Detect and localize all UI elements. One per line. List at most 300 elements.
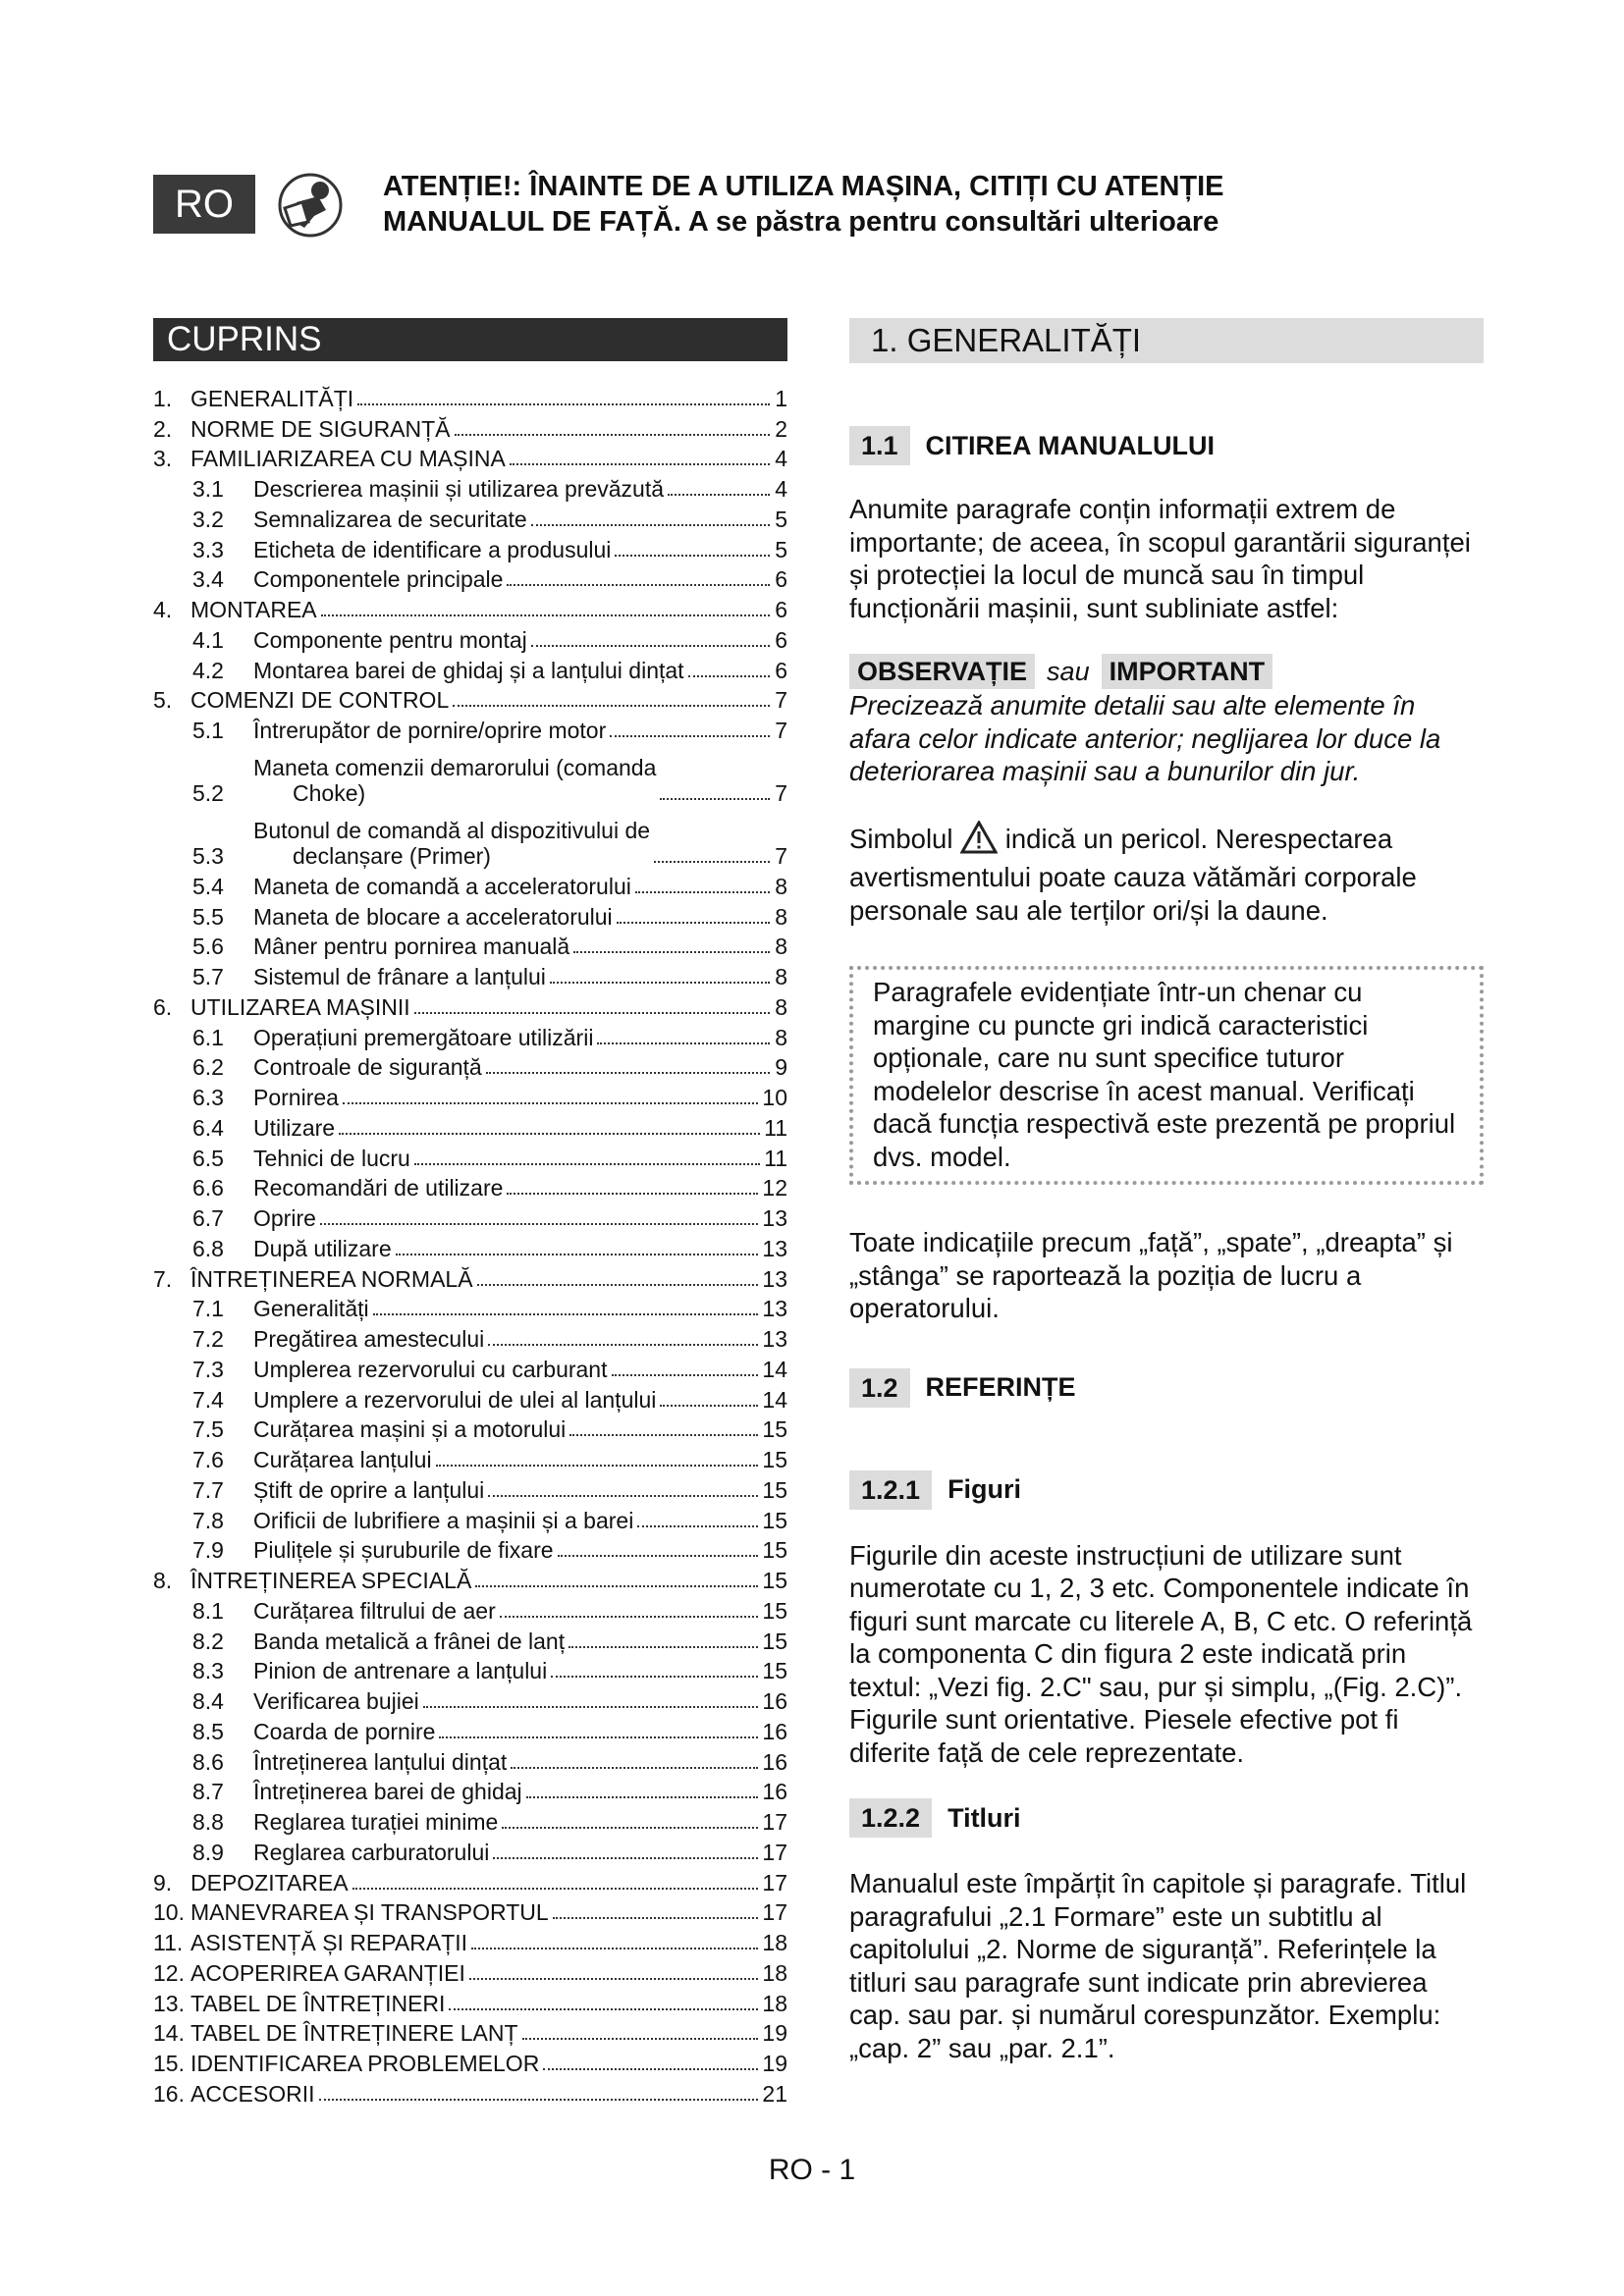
toc-item xyxy=(153,1321,787,1352)
toc-item-page: 6 xyxy=(775,626,787,653)
toc-item-text: TABEL DE ÎNTREȚINERE LANȚ xyxy=(190,2020,518,2047)
toc-item-text: Reglarea turației minime xyxy=(253,1809,499,1835)
toc-item xyxy=(153,1683,787,1714)
toc-item xyxy=(153,1261,787,1292)
toc-item xyxy=(153,1986,787,2016)
toc-item-page: 9 xyxy=(775,1054,787,1081)
toc-leader-dots xyxy=(660,1405,758,1407)
toc-leader-dots xyxy=(568,1646,758,1648)
toc-item-text: Butonul de comandă al dispozitivului de xyxy=(253,818,651,843)
toc-item-number: 7.2 xyxy=(192,1326,224,1352)
toc-item-text: NORME DE SIGURANȚĂ xyxy=(190,415,451,442)
toc-leader-dots xyxy=(660,798,770,800)
toc-leader-dots xyxy=(558,1555,759,1557)
toc-item xyxy=(153,1503,787,1533)
toc-item-text: Întreținerea barei de ghidaj xyxy=(253,1779,522,1805)
toc-item xyxy=(153,713,787,743)
toc-item-number: 16. xyxy=(153,2080,185,2107)
toc-item xyxy=(153,2016,787,2047)
toc-item-number: 5.4 xyxy=(192,873,224,899)
subsection-heading-1-2 xyxy=(849,1368,1484,1408)
toc-leader-dots xyxy=(414,1163,760,1165)
toc-item xyxy=(153,562,787,593)
toc-item-text: Întrerupător de pornire/oprire motor xyxy=(253,718,607,743)
toc-item-page: 15 xyxy=(762,1507,787,1533)
toc-title: CUPRINS xyxy=(153,318,787,361)
warning-triangle-icon xyxy=(960,821,998,862)
toc-item xyxy=(153,743,787,806)
toc-item-number: 9. xyxy=(153,1869,173,1896)
optional-features-box xyxy=(849,966,1484,1185)
toc-item xyxy=(153,1533,787,1564)
toc-item-number: 5.7 xyxy=(192,964,224,989)
toc-item xyxy=(153,1472,787,1503)
toc-item-page: 8 xyxy=(775,964,787,989)
toc-item-number: 3.3 xyxy=(192,536,224,562)
toc-leader-dots xyxy=(436,1465,759,1467)
toc-leader-dots xyxy=(423,1706,759,1708)
section-generalitati xyxy=(849,318,1484,2064)
toc-item-text: Întreținerea lanțului dințat xyxy=(253,1748,508,1775)
toc-item-text: Recomandări de utilizare xyxy=(253,1175,504,1201)
toc-item-page: 17 xyxy=(762,1869,787,1896)
toc-item-page: 18 xyxy=(762,1930,787,1955)
toc-item-page: 19 xyxy=(762,2051,787,2076)
toc-item-text: DEPOZITAREA xyxy=(190,1869,349,1896)
toc-item-text: Orificii de lubrifiere a mașinii și a barei xyxy=(253,1507,634,1533)
toc-item-text: Curățarea lanțului xyxy=(253,1447,432,1472)
toc-item-page: 18 xyxy=(762,1959,787,1986)
observation-label-row xyxy=(849,654,1484,689)
paragraph-citire: Anumite paragrafe conțin informații extrem de importante; de aceea, în scopul garantării siguranței și protecției la locul de muncă sau în timpul funcționării mașinii, sunt subliniate astfel: xyxy=(849,494,1471,623)
table-of-contents xyxy=(153,381,787,2107)
toc-item xyxy=(153,1171,787,1201)
toc-item-number: 12. xyxy=(153,1959,185,1986)
toc-item-text: Banda metalică a frânei de lanț xyxy=(253,1628,566,1654)
toc-item-page: 14 xyxy=(762,1356,787,1382)
toc-item xyxy=(153,1896,787,1926)
read-manual-icon xyxy=(275,173,346,238)
toc-item-number: 6.1 xyxy=(192,1024,224,1050)
heading-title: CITIREA MANUALULUI xyxy=(925,430,1216,460)
toc-leader-dots xyxy=(352,1888,759,1890)
toc-item-number: 7.9 xyxy=(192,1537,224,1564)
toc-item-page: 1 xyxy=(775,385,787,411)
toc-item xyxy=(153,411,787,442)
toc-item xyxy=(153,1654,787,1684)
toc-item-text: Operațiuni premergătoare utilizării xyxy=(253,1024,594,1050)
toc-leader-dots xyxy=(321,614,770,616)
toc-item-text: Știft de oprire a lanțului xyxy=(253,1476,485,1503)
toc-item-number: 7.5 xyxy=(192,1416,224,1443)
toc-item-text: Generalități xyxy=(253,1296,369,1322)
toc-item-page: 17 xyxy=(762,1809,787,1835)
toc-item-page: 8 xyxy=(775,873,787,899)
toc-item-text: Montarea barei de ghidaj și a lanțului dințat xyxy=(253,657,684,683)
heading-number: 1.2 xyxy=(849,1368,910,1408)
toc-item xyxy=(153,592,787,622)
toc-item xyxy=(153,1775,787,1805)
heading-title: Titluri xyxy=(947,1802,1021,1833)
toc-item-number: 3.2 xyxy=(192,506,224,532)
toc-item-number: 4.1 xyxy=(192,626,224,653)
paragraph-position: Toate indicațiile precum „față”, „spate”, „dreapta” și „stânga” se raportează la poziția de lucru a operatorului. xyxy=(849,1227,1453,1323)
toc-leader-dots xyxy=(510,463,770,465)
paragraph-symbol xyxy=(849,821,1484,928)
toc-item-page: 16 xyxy=(762,1688,787,1714)
toc-item-text: După utilizare xyxy=(253,1235,392,1261)
toc-item-page: 21 xyxy=(762,2080,787,2107)
important-tag: IMPORTANT xyxy=(1102,654,1272,689)
toc-item xyxy=(153,1201,787,1231)
toc-leader-dots xyxy=(339,1133,760,1135)
toc-item-page: 17 xyxy=(762,1899,787,1926)
observatie-tag: OBSERVAȚIE xyxy=(849,654,1035,689)
toc-leader-dots xyxy=(343,1102,758,1104)
toc-leader-dots xyxy=(500,1616,759,1618)
toc-item xyxy=(153,1231,787,1261)
heading-title: Figuri xyxy=(947,1474,1022,1504)
toc-item-number: 5. xyxy=(153,687,173,714)
toc-item-page: 7 xyxy=(775,843,787,869)
subsection-heading-1-2-2 xyxy=(849,1798,1484,1838)
toc-item-page: 15 xyxy=(762,1537,787,1564)
toc-item xyxy=(153,1865,787,1896)
toc-item-text: MANEVRAREA ȘI TRANSPORTUL xyxy=(190,1899,549,1926)
toc-leader-dots xyxy=(488,1344,758,1346)
toc-item-text: Curățarea filtrului de aer xyxy=(253,1597,496,1624)
toc-item-text-continued: Choke) xyxy=(293,780,366,806)
toc-item xyxy=(153,1382,787,1413)
toc-item-text: Umplerea rezervorului cu carburant xyxy=(253,1356,608,1382)
toc-item xyxy=(153,1593,787,1624)
toc-item-number: 5.5 xyxy=(192,903,224,930)
symbol-pre-text: Simbolul xyxy=(849,823,953,854)
subsection-heading-1-2-1 xyxy=(849,1470,1484,1510)
section-title: 1. GENERALITĂȚI xyxy=(849,318,1484,363)
toc-item xyxy=(153,1020,787,1050)
toc-item xyxy=(153,2076,787,2107)
toc-leader-dots xyxy=(507,584,770,586)
toc-item-number: 7.1 xyxy=(192,1296,224,1322)
toc-item-page: 16 xyxy=(762,1779,787,1805)
toc-item xyxy=(153,2046,787,2076)
toc-item-page: 13 xyxy=(762,1205,787,1231)
page-number: RO - 1 xyxy=(768,2154,856,2186)
toc-item-text: Reglarea carburatorului xyxy=(253,1839,490,1865)
toc-leader-dots xyxy=(637,1525,758,1527)
toc-leader-dots xyxy=(668,494,770,496)
toc-item-page: 13 xyxy=(762,1235,787,1261)
toc-item-number: 6.4 xyxy=(192,1114,224,1141)
toc-item-page: 7 xyxy=(775,687,787,714)
toc-item xyxy=(153,1352,787,1382)
toc-leader-dots xyxy=(551,1676,758,1678)
paragraph-titluri: Manualul este împărțit în capitole și paragrafe. Titlul paragrafului „2.1 Formare” este un subtitlu al capitolului „2. Norme de siguranță”. Referințele la titluri sau paragrafe sunt indicate prin abrevierea cap. sau par. și numărul corespunzător. Exemplu: „cap. 2” sau „par. 2.1”. xyxy=(849,1868,1467,2063)
toc-item-number: 8.2 xyxy=(192,1628,224,1654)
toc-item-text-wrap xyxy=(253,818,650,869)
toc-leader-dots xyxy=(475,1585,758,1587)
safety-warning xyxy=(383,169,1463,240)
toc-item-page: 17 xyxy=(762,1839,787,1865)
toc-item-text: MONTAREA xyxy=(190,597,317,622)
toc-item xyxy=(153,1141,787,1171)
toc-item-number: 15. xyxy=(153,2051,185,2076)
warning-line-2: MANUALUL DE FAȚĂ. A se păstra pentru consultări ulterioare xyxy=(383,206,1219,238)
toc-leader-dots xyxy=(319,2099,759,2101)
toc-leader-dots xyxy=(414,1012,770,1014)
toc-item-number: 10. xyxy=(153,1899,185,1926)
toc-item-text: Mâner pentru pornirea manuală xyxy=(253,934,570,960)
toc-item-number: 8.1 xyxy=(192,1597,224,1624)
paragraph-optional: Paragrafele evidențiate într-un chenar cu margine cu puncte gri indică caracteristici opționale, care nu sunt specifice tuturor modelelor descrise în acest manual. Verificați dacă funcția respectivă este prezentă pe propriul dvs. model. xyxy=(873,977,1456,1172)
toc-item-text: Pregătirea amestecului xyxy=(253,1326,485,1352)
toc-item-text: TABEL DE ÎNTREȚINERI xyxy=(190,1990,446,2016)
toc-item xyxy=(153,442,787,472)
toc-leader-dots xyxy=(471,1948,758,1949)
toc-item-page: 16 xyxy=(762,1748,787,1775)
toc-item-text: Tehnici de lucru xyxy=(253,1145,410,1171)
toc-leader-dots xyxy=(526,1796,759,1798)
toc-item-text: Componentele principale xyxy=(253,566,504,593)
toc-item-text: Maneta de blocare a acceleratorului xyxy=(253,903,613,930)
toc-item-page: 5 xyxy=(775,536,787,562)
toc-item-number: 8.5 xyxy=(192,1718,224,1744)
toc-item-number: 6.7 xyxy=(192,1205,224,1231)
toc-item-page: 8 xyxy=(775,934,787,960)
toc-item-text: Componente pentru montaj xyxy=(253,626,527,653)
toc-item xyxy=(153,381,787,411)
toc-leader-dots xyxy=(569,1434,758,1436)
toc-item-number: 8.6 xyxy=(192,1748,224,1775)
toc-item-page: 15 xyxy=(762,1416,787,1443)
toc-item-page: 4 xyxy=(775,446,787,472)
toc-leader-dots xyxy=(612,1374,759,1376)
toc-item-number: 7.8 xyxy=(192,1507,224,1533)
toc-leader-dots xyxy=(543,2068,758,2070)
toc-leader-dots xyxy=(469,1978,759,1980)
toc-item xyxy=(153,1955,787,1986)
heading-title: REFERINȚE xyxy=(925,1372,1076,1402)
toc-item-number: 5.6 xyxy=(192,934,224,960)
toc-item-number: 6.3 xyxy=(192,1085,224,1110)
toc-item xyxy=(153,1804,787,1835)
toc-item-page: 15 xyxy=(762,1628,787,1654)
toc-item-page: 19 xyxy=(762,2020,787,2047)
toc-item-text: ÎNTREȚINEREA SPECIALĂ xyxy=(190,1568,472,1593)
toc-item-page: 13 xyxy=(762,1265,787,1292)
toc-item-number: 3. xyxy=(153,446,173,472)
toc-item-text: Sistemul de frânare a lanțului xyxy=(253,964,546,989)
toc-item-number: 7.4 xyxy=(192,1386,224,1413)
toc-leader-dots xyxy=(635,891,770,893)
toc-item xyxy=(153,1563,787,1593)
toc-item-page: 16 xyxy=(762,1718,787,1744)
toc-item-number: 3.4 xyxy=(192,566,224,593)
toc-item-text: UTILIZAREA MAȘINII xyxy=(190,993,410,1020)
sau-text: sau xyxy=(1047,656,1090,686)
toc-item-page: 8 xyxy=(775,1024,787,1050)
toc-item-page: 4 xyxy=(775,476,787,502)
toc-item xyxy=(153,869,787,899)
toc-item xyxy=(153,653,787,683)
toc-item-page: 7 xyxy=(775,780,787,806)
toc-item-page: 13 xyxy=(762,1296,787,1322)
toc-item-number: 5.2 xyxy=(192,780,224,806)
toc-item xyxy=(153,1714,787,1744)
toc-item-page: 15 xyxy=(762,1658,787,1684)
toc-item-page: 2 xyxy=(775,415,787,442)
toc-item-number: 7.3 xyxy=(192,1356,224,1382)
toc-leader-dots xyxy=(320,1223,759,1225)
toc-leader-dots xyxy=(522,2038,759,2040)
toc-item xyxy=(153,806,787,869)
toc-leader-dots xyxy=(531,645,770,647)
toc-item-text: FAMILIARIZAREA CU MAȘINA xyxy=(190,446,506,472)
toc-item-page: 18 xyxy=(762,1990,787,2016)
toc-item xyxy=(153,1925,787,1955)
toc-item-page: 8 xyxy=(775,993,787,1020)
toc-item xyxy=(153,930,787,960)
toc-item-number: 6.5 xyxy=(192,1145,224,1171)
toc-leader-dots xyxy=(439,1736,758,1738)
toc-item-page: 6 xyxy=(775,597,787,622)
language-badge: RO xyxy=(153,175,255,234)
toc-item-page: 15 xyxy=(762,1476,787,1503)
toc-leader-dots xyxy=(507,1193,758,1195)
toc-item xyxy=(153,532,787,562)
toc-item-number: 11. xyxy=(153,1930,184,1955)
toc-item-text: Maneta comenzii demarorului (comanda xyxy=(253,755,657,780)
toc-item-number: 4. xyxy=(153,597,173,622)
toc-item xyxy=(153,1835,787,1865)
toc-item-text: Semnalizarea de securitate xyxy=(253,506,527,532)
toc-leader-dots xyxy=(617,922,770,924)
toc-item-number: 7.6 xyxy=(192,1447,224,1472)
toc-item xyxy=(153,989,787,1020)
toc-item-page: 15 xyxy=(762,1568,787,1593)
heading-number: 1.2.2 xyxy=(849,1798,932,1838)
toc-item-text: ACCESORII xyxy=(190,2080,315,2107)
toc-item-page: 7 xyxy=(775,718,787,743)
toc-item-number: 7.7 xyxy=(192,1476,224,1503)
toc-item xyxy=(153,899,787,930)
subsection-heading-1-1 xyxy=(849,426,1484,465)
toc-leader-dots xyxy=(654,861,770,863)
toc-item-text: Descrierea mașinii și utilizarea prevăzută xyxy=(253,476,664,502)
toc-item-page: 6 xyxy=(775,566,787,593)
toc-item-text: Utilizare xyxy=(253,1114,336,1141)
toc-item-text: Coarda de pornire xyxy=(253,1718,436,1744)
toc-item-text: ASISTENȚĂ ȘI REPARAȚII xyxy=(190,1930,468,1955)
toc-item xyxy=(153,1080,787,1110)
toc-item-text: Piulițele și șuruburile de fixare xyxy=(253,1537,554,1564)
toc-item-number: 6.2 xyxy=(192,1054,224,1081)
toc-leader-dots xyxy=(553,1917,759,1919)
toc-leader-dots xyxy=(502,1827,758,1829)
toc-item-number: 2. xyxy=(153,415,173,442)
toc-item-text: ACOPERIREA GARANȚIEI xyxy=(190,1959,465,1986)
toc-item xyxy=(153,1744,787,1775)
toc-leader-dots xyxy=(477,1284,759,1286)
toc-item-text: Umplere a rezervorului de ulei al lanțului xyxy=(253,1386,657,1413)
toc-item xyxy=(153,683,787,714)
toc-item-page: 15 xyxy=(762,1447,787,1472)
toc-item-text: Controale de siguranță xyxy=(253,1054,482,1081)
toc-item-text: Maneta de comandă a acceleratorului xyxy=(253,873,631,899)
toc-leader-dots xyxy=(357,403,770,405)
toc-leader-dots xyxy=(396,1254,759,1255)
toc-item-number: 8.4 xyxy=(192,1688,224,1714)
toc-item-number: 8.8 xyxy=(192,1809,224,1835)
toc-item-page: 13 xyxy=(762,1326,787,1352)
toc-leader-dots xyxy=(615,555,770,557)
toc-item xyxy=(153,622,787,653)
toc-item-number: 5.3 xyxy=(192,843,224,869)
toc-item-page: 11 xyxy=(764,1114,787,1141)
toc-item xyxy=(153,1413,787,1443)
toc-item-page: 11 xyxy=(764,1145,787,1171)
toc-item xyxy=(153,1442,787,1472)
toc-item-number: 6.6 xyxy=(192,1175,224,1201)
toc-item xyxy=(153,1624,787,1654)
toc-leader-dots xyxy=(511,1767,758,1769)
toc-item-page: 6 xyxy=(775,657,787,683)
toc-item-text: Oprire xyxy=(253,1205,316,1231)
toc-item-number: 5.1 xyxy=(192,718,224,743)
paragraph-observatie: Precizează anumite detalii sau alte elemente în afara celor indicate anterior; neglijarea lor duce la deteriorarea mașinii sau a bunurilor din jur. xyxy=(849,690,1441,786)
toc-item-page: 5 xyxy=(775,506,787,532)
toc-leader-dots xyxy=(453,705,770,707)
toc-item xyxy=(153,1050,787,1081)
toc-item-text: Curățarea mașini și a motorului xyxy=(253,1416,567,1443)
heading-number: 1.2.1 xyxy=(849,1470,932,1510)
toc-leader-dots xyxy=(610,735,770,737)
toc-leader-dots xyxy=(373,1313,759,1315)
toc-item-text: GENERALITĂȚI xyxy=(190,385,354,411)
toc-item xyxy=(153,1110,787,1141)
heading-number: 1.1 xyxy=(849,426,910,465)
toc-item-number: 7. xyxy=(153,1265,173,1292)
toc-item-page: 8 xyxy=(775,903,787,930)
toc-leader-dots xyxy=(550,982,770,984)
toc-leader-dots xyxy=(449,2008,758,2010)
toc-item-number: 1. xyxy=(153,385,173,411)
paragraph-figuri: Figurile din aceste instrucțiuni de utilizare sunt numerotate cu 1, 2, 3 etc. Componentele indicate în figuri sunt marcate cu literele A, B, C etc. O referință la componenta C din figura 2 este indicată prin textul: „Vezi fig. 2.C" sau, pur și simplu, „(Fig. 2.C)”. Figurile sunt orientative. Piesele efective pot fi diferite față de cele reprezentate. xyxy=(849,1539,1473,1768)
toc-item-number: 8.3 xyxy=(192,1658,224,1684)
toc-item-text: ÎNTREȚINEREA NORMALĂ xyxy=(190,1265,473,1292)
toc-leader-dots xyxy=(573,951,770,953)
toc-item-number: 14. xyxy=(153,2020,185,2047)
toc-item-text-continued: declanșare (Primer) xyxy=(293,843,491,869)
toc-item xyxy=(153,959,787,989)
toc-item-number: 6. xyxy=(153,993,173,1020)
toc-item-text: Eticheta de identificare a produsului xyxy=(253,536,612,562)
toc-leader-dots xyxy=(488,1495,758,1497)
toc-item-number: 8.9 xyxy=(192,1839,224,1865)
symbol-post-text: indică un pericol. Nerespectarea avertismentului poate cauza vătămări corporale personale sau ale terților ori/și la daune. xyxy=(849,823,1417,926)
toc-item-number: 6.8 xyxy=(192,1235,224,1261)
toc-item-text: IDENTIFICAREA PROBLEMELOR xyxy=(190,2051,540,2076)
toc-leader-dots xyxy=(486,1072,770,1074)
toc-leader-dots xyxy=(597,1042,770,1044)
toc-item-text: COMENZI DE CONTROL xyxy=(190,687,450,714)
toc-item-page: 10 xyxy=(762,1085,787,1110)
toc-item-number: 8. xyxy=(153,1568,173,1593)
toc-item-text: Pinion de antrenare a lanțului xyxy=(253,1658,548,1684)
toc-item-page: 15 xyxy=(762,1597,787,1624)
toc-item-text: Verificarea bujiei xyxy=(253,1688,419,1714)
